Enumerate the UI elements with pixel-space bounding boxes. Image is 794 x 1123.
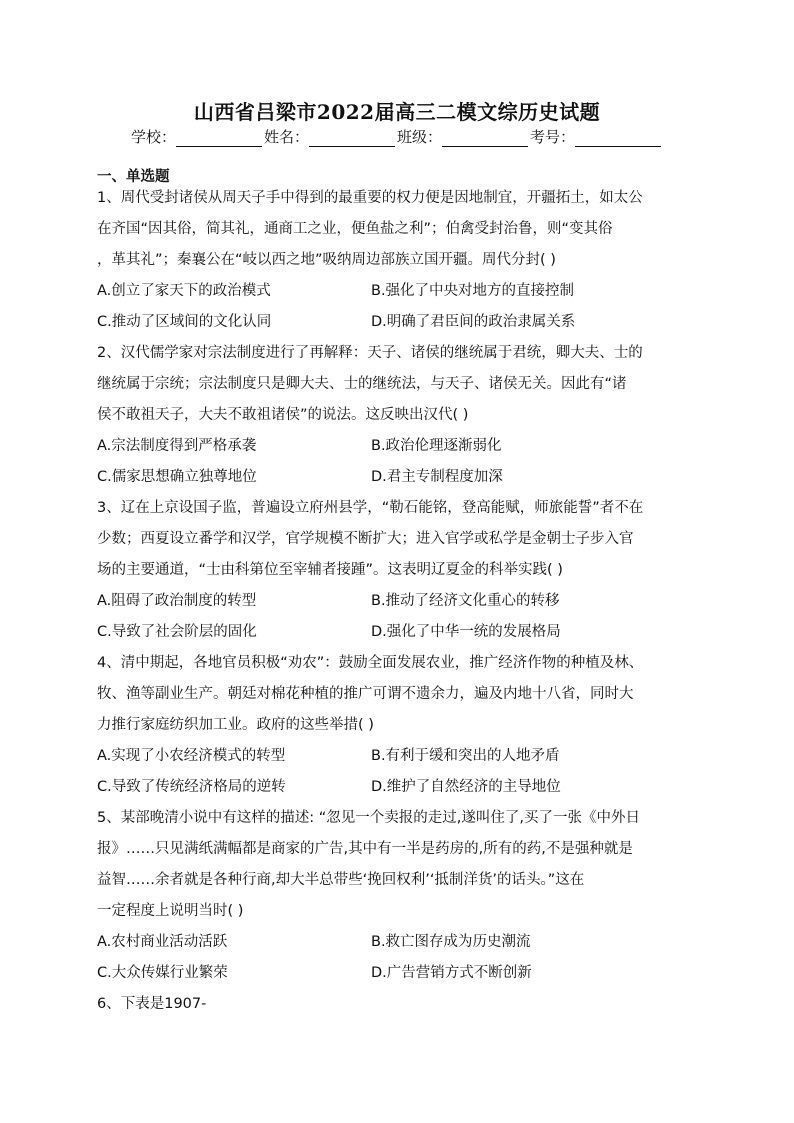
question-line: 4、清中期起，各地官员积极“劝农”：鼓励全面发展农业，推广经济作物的种植及林、 xyxy=(97,655,644,671)
exam-number-label: 考号： xyxy=(530,128,576,146)
options-row xyxy=(97,958,697,989)
option-b: B.强化了中央对地方的直接控制 xyxy=(371,283,575,299)
option-c: C.大众传媒行业繁荣 xyxy=(97,965,228,981)
school-blank xyxy=(176,132,262,147)
question xyxy=(97,803,697,989)
option-b: B.有利于缓和突出的人地矛盾 xyxy=(371,748,560,764)
question-line: 少数；西夏设立番学和汉学，官学规模不断扩大；进入官学或私学是金朝士子步入官 xyxy=(97,531,634,547)
question-line: 3、辽在上京设国子监，普遍设立府州县学，“勒石能铭，登高能赋，师旅能誓”者不在 xyxy=(97,500,644,516)
name-blank xyxy=(309,132,395,147)
options-row xyxy=(97,276,697,307)
school-label: 学校： xyxy=(130,128,176,146)
option-b: B.推动了经济文化重心的转移 xyxy=(371,593,560,609)
options-row xyxy=(97,462,697,493)
section-title: 一、单选题 xyxy=(97,169,170,185)
option-c: C.儒家思想确立独尊地位 xyxy=(97,469,257,485)
option-c: C.导致了传统经济格局的逆转 xyxy=(97,779,286,795)
question-line: 继统属于宗统；宗法制度只是卿大夫、士的继统法，与天子、诸侯无关。因此有“诸 xyxy=(97,376,627,392)
page-title: 山西省吕梁市2022届高三二模文综历史试题 xyxy=(193,100,601,124)
option-a: A.创立了家天下的政治模式 xyxy=(97,283,271,299)
question xyxy=(97,648,697,803)
option-d: D.广告营销方式不断创新 xyxy=(371,965,532,981)
question-line: 2、汉代儒学家对宗法制度进行了再解释：天子、诸侯的继统属于君统，卿大夫、士的 xyxy=(97,345,643,361)
question-line: 牧、渔等副业生产。朝廷对棉花种植的推广可谓不遗余力，遍及内地十八省，同时大 xyxy=(97,686,634,702)
option-a: A.阻碍了政治制度的转型 xyxy=(97,593,257,609)
option-b: B.救亡图存成为历史潮流 xyxy=(371,934,531,950)
option-d: D.强化了中华一统的发展格局 xyxy=(371,624,561,640)
options-row xyxy=(97,431,697,462)
options-row xyxy=(97,772,697,803)
question xyxy=(97,989,697,1020)
class-label: 班级： xyxy=(397,128,443,146)
question-line: 场的主要通道，“士由科第位至宰辅者接踵”。这表明辽夏金的科举实践( ) xyxy=(97,562,563,578)
question-line: 力推行家庭纺织加工业。政府的这些举措( ) xyxy=(97,717,374,733)
question-line: 6、下表是1907- xyxy=(97,996,207,1012)
option-c: C.推动了区域间的文化认同 xyxy=(97,314,272,330)
questions-body xyxy=(97,183,697,1020)
question xyxy=(97,183,697,338)
exam-number-blank xyxy=(575,132,661,147)
option-d: D.明确了君臣间的政治隶属关系 xyxy=(371,314,576,330)
question-line: 5、某部晚清小说中有这样的描述: “忽见一个卖报的走过,遂叫住了,买了一张《中外日 xyxy=(97,810,640,826)
option-a: A.农村商业活动活跃 xyxy=(97,934,228,950)
option-a: A.实现了小农经济模式的转型 xyxy=(97,748,286,764)
option-b: B.政治伦理逐渐弱化 xyxy=(371,438,502,454)
option-d: D.君主专制程度加深 xyxy=(371,469,503,485)
question-line: 一定程度上说明当时( ) xyxy=(97,903,244,919)
option-a: A.宗法制度得到严格承袭 xyxy=(97,438,257,454)
question xyxy=(97,338,697,493)
class-blank xyxy=(442,132,528,147)
question-line: 侯不敢祖天子，大夫不敢祖诸侯”的说法。这反映出汉代( ) xyxy=(97,407,469,423)
options-row xyxy=(97,617,697,648)
options-row xyxy=(97,586,697,617)
student-info-row xyxy=(0,126,794,147)
options-row xyxy=(97,741,697,772)
options-row xyxy=(97,307,697,338)
question-line: 报》……只见满纸满幅都是商家的广告,其中有一半是药房的,所有的药,不是强种就是 xyxy=(97,841,633,857)
question-line: ，革其礼”；秦襄公在“岐以西之地”吸纳周边部族立国开疆。周代分封( ) xyxy=(97,252,556,268)
question-line: 在齐国“因其俗，简其礼，通商工之业，便鱼盐之利”；伯禽受封治鲁，则“变其俗 xyxy=(97,221,613,237)
option-c: C.导致了社会阶层的固化 xyxy=(97,624,257,640)
option-d: D.维护了自然经济的主导地位 xyxy=(371,779,561,795)
question-line: 1、周代受封诸侯从周天子手中得到的最重要的权力便是因地制宜，开疆拓土，如太公 xyxy=(97,190,643,206)
options-row xyxy=(97,927,697,958)
name-label: 姓名： xyxy=(263,128,309,146)
question-line: 益智……余者就是各种行商,却大半总带些‘挽回权利’‘抵制洋货’的话头。”这在 xyxy=(97,872,585,888)
question xyxy=(97,493,697,648)
